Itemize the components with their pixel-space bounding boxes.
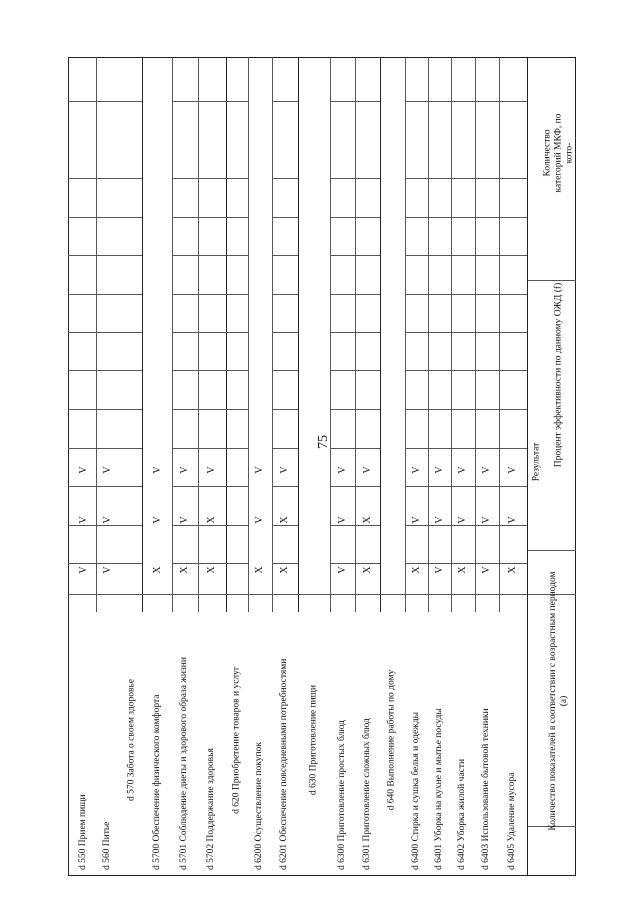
mark-cell: V — [480, 516, 492, 524]
mark-cell: X — [279, 516, 290, 524]
mark-cell: V — [433, 466, 445, 474]
mark-cell: V — [152, 516, 163, 524]
mark-cell: V — [102, 566, 113, 574]
footer-col-f: Процент эффективности по данному ОЖД (f) — [553, 282, 564, 468]
mark-cell: X — [152, 566, 163, 574]
row-label: d 560 Питье — [102, 821, 112, 870]
row-label: d 620 Приобретение товаров и услуг — [231, 666, 242, 814]
mark-cell: V — [77, 516, 89, 524]
mark-cell: V — [456, 516, 468, 524]
row-label: d 6300 Приготовление простых блюд — [336, 720, 347, 870]
mark-cell: X — [206, 566, 217, 574]
mark-cell: X — [361, 516, 373, 524]
row-label: d 6200 Осуществление покупок — [254, 742, 264, 870]
mark-cell: V — [480, 466, 492, 474]
mark-cell: V — [410, 466, 422, 474]
row-label: d 5700 Обеспечение физического комфорта — [152, 694, 162, 870]
mark-cell: X — [179, 566, 190, 574]
footer-col-k: Количество категорий МКФ, по кото- — [542, 113, 575, 193]
mark-cell: V — [336, 516, 348, 524]
mark-cell: X — [410, 566, 422, 574]
mark-cell: V — [179, 466, 190, 474]
mark-cell: V — [279, 466, 290, 474]
mark-cell: V — [361, 466, 373, 474]
mark-cell: V — [206, 466, 217, 474]
mark-cell: X — [254, 566, 265, 574]
mark-cell: X — [206, 516, 217, 524]
mark-cell: V — [456, 466, 468, 474]
row-label: d 5702 Поддержание здоровья — [206, 748, 216, 870]
mark-cell: V — [254, 516, 265, 524]
row-label: d 640 Выполнение работы по дому — [386, 669, 397, 811]
mark-cell: V — [480, 566, 492, 574]
mark-cell: V — [254, 466, 265, 474]
mark-cell: V — [506, 516, 518, 524]
mark-cell: V — [433, 516, 445, 524]
row-label: d 630 Приготовление пищи — [308, 684, 319, 796]
mark-cell: V — [433, 566, 445, 574]
row-label: d 6405 Удаление мусора — [506, 772, 517, 870]
row-label: d 6201 Обеспечение повседневными потребностями — [279, 658, 289, 870]
mark-cell: V — [102, 466, 113, 474]
mark-cell: V — [336, 566, 348, 574]
mark-cell: V — [102, 516, 113, 524]
row-label: d 6301 Приготовление сложных блюд — [361, 718, 372, 870]
mark-cell: X — [279, 566, 290, 574]
mark-cell: X — [506, 566, 518, 574]
mark-cell: V — [152, 466, 163, 474]
footer-col-a: Количество показателей в соответствии с возрастным периодом (a) — [548, 571, 569, 831]
row-label: d 570 Забота о своем здоровье — [125, 679, 136, 801]
page-number: 75 — [316, 435, 331, 449]
result-label: Результат — [531, 442, 542, 482]
mark-cell: V — [410, 516, 422, 524]
row-label: d 6400 Стирка и сушка белья и одежды — [410, 712, 421, 870]
mark-cell: X — [361, 566, 373, 574]
mark-cell: V — [506, 466, 518, 474]
mark-cell: V — [77, 466, 89, 474]
mark-cell: V — [336, 466, 348, 474]
row-label: d 550 Прием пищи — [77, 794, 88, 870]
row-label: d 5701 Соблюдение диеты и здорового образа жизни — [179, 657, 189, 870]
mark-cell: X — [456, 566, 468, 574]
row-label: d 6403 Использование бытовой техники — [480, 708, 491, 870]
row-label: d 6402 Уборка жилой части — [456, 758, 467, 870]
mark-cell: V — [77, 566, 89, 574]
row-label: d 6401 Уборка на кухне и мытье посуды — [433, 708, 444, 870]
mark-cell: V — [179, 516, 190, 524]
